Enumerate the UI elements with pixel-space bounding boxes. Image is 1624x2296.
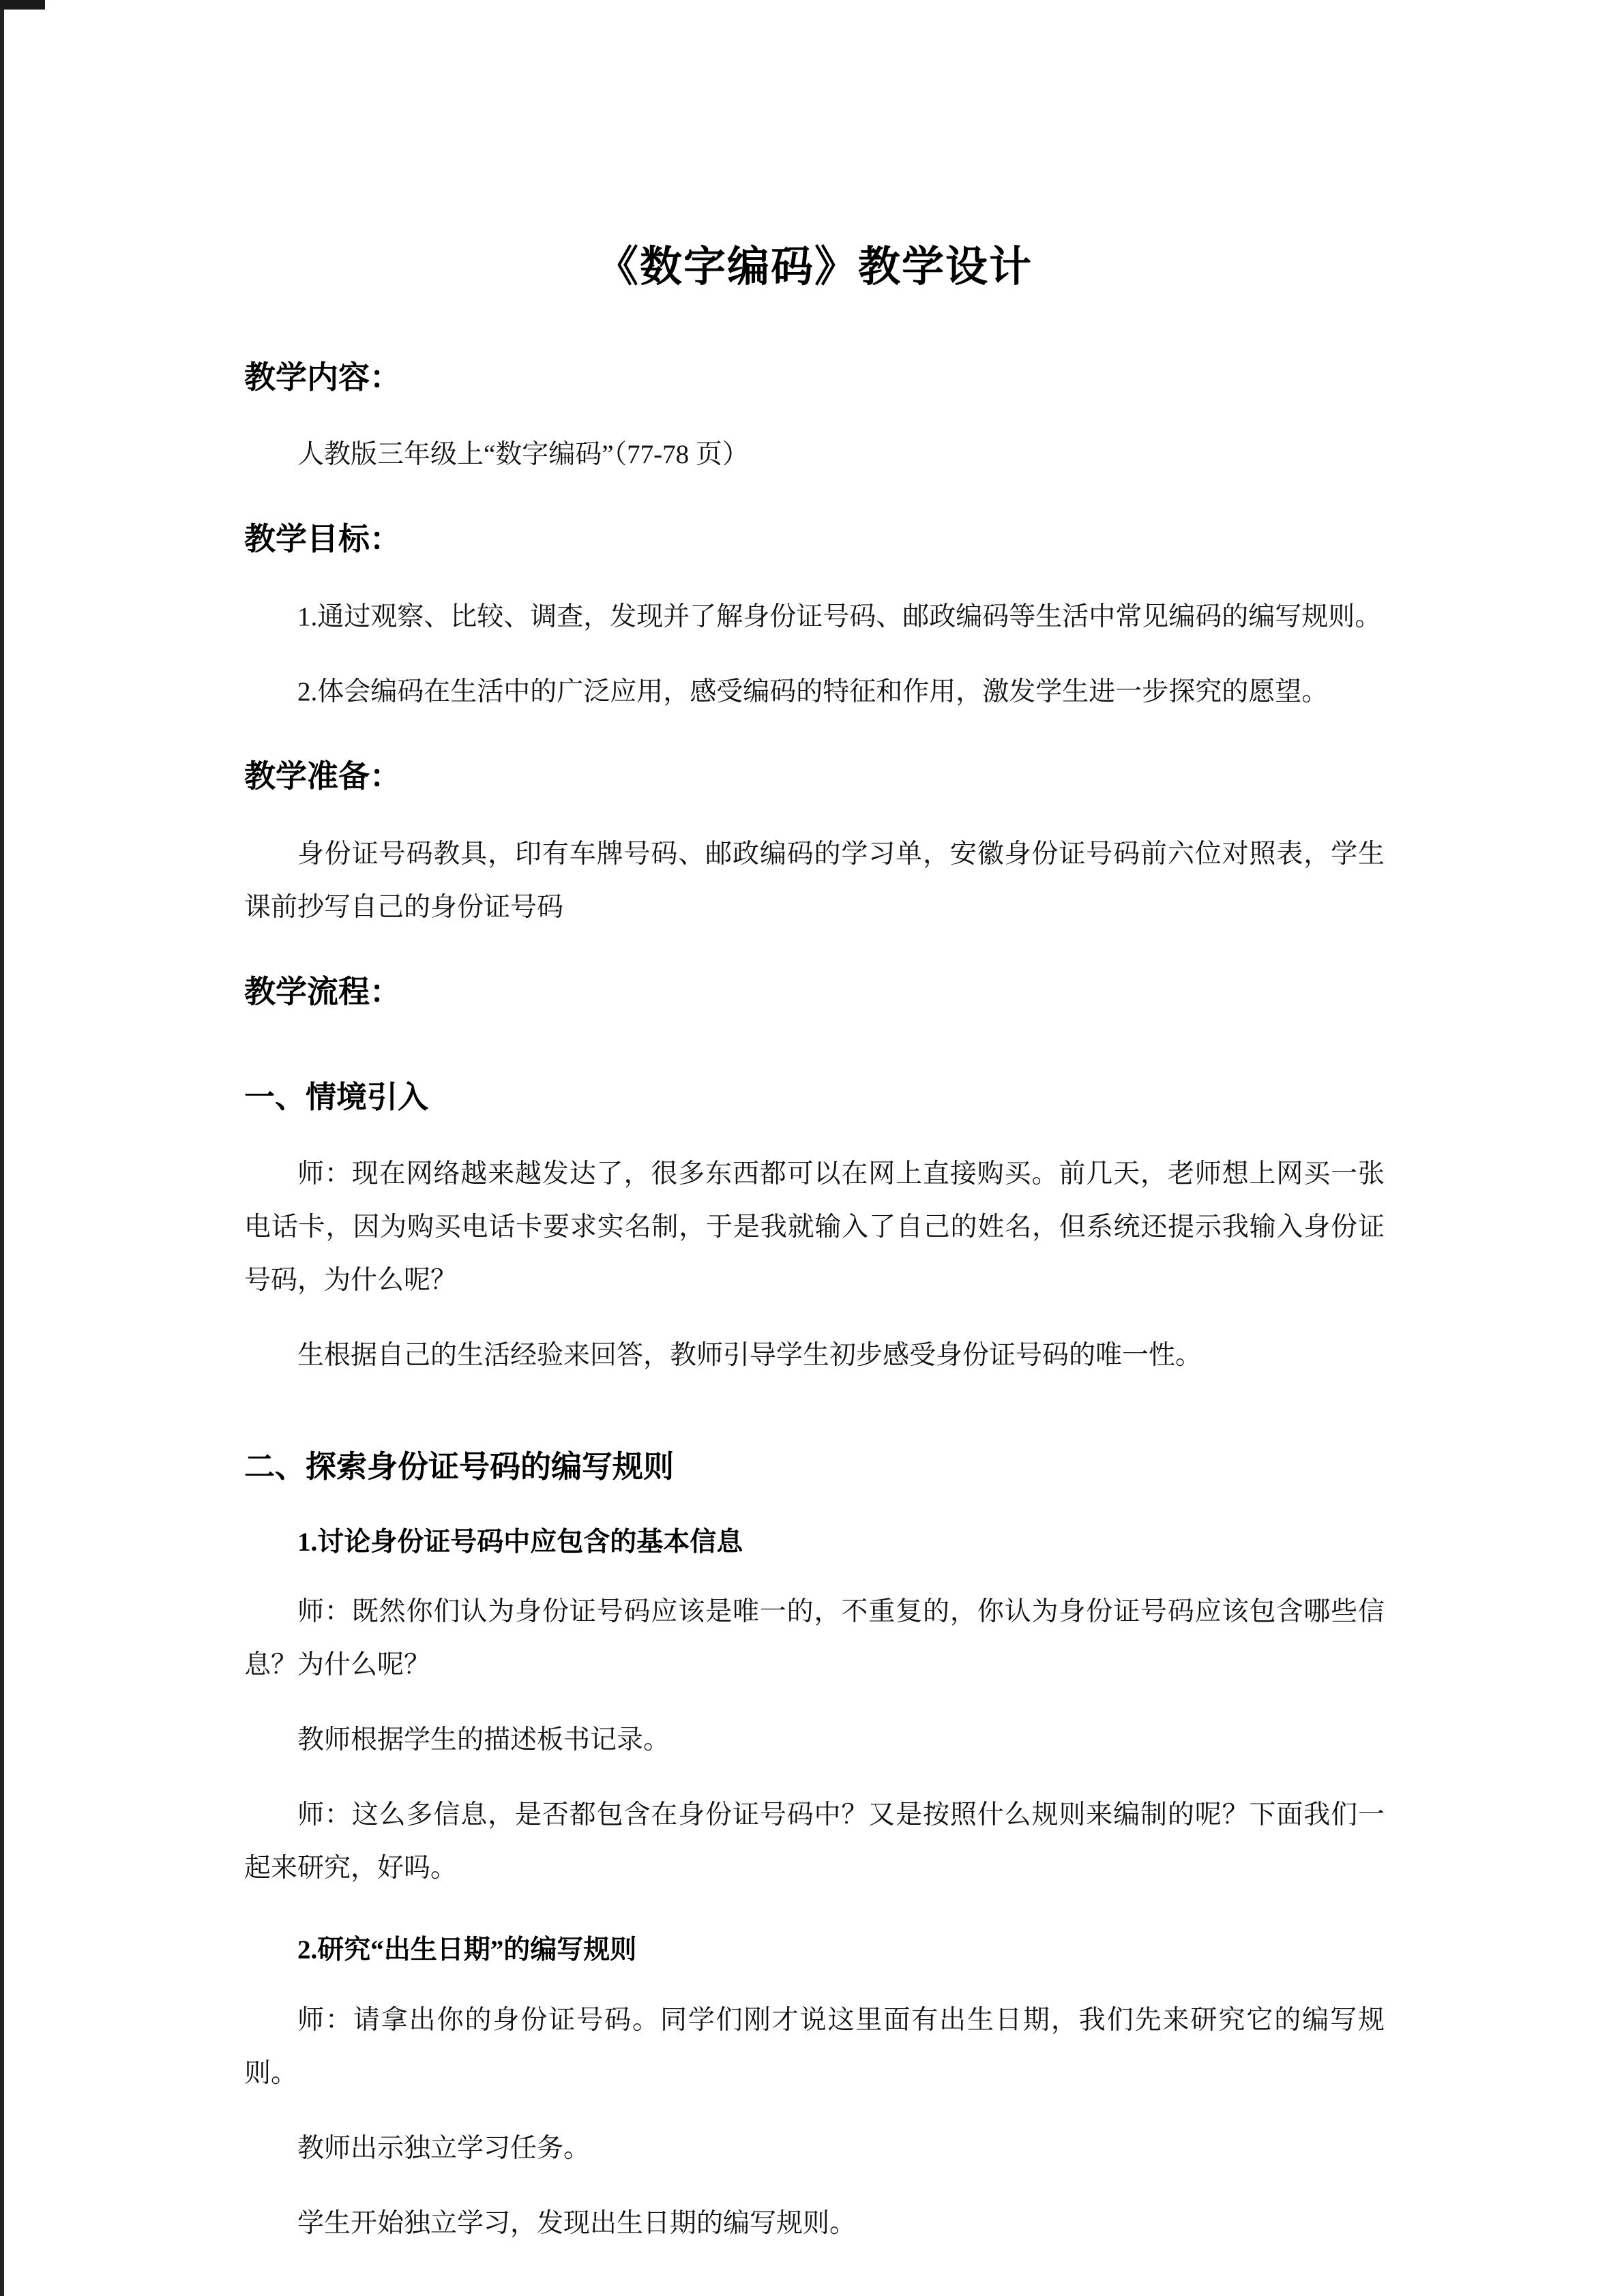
scan-edge-line — [0, 0, 4, 2296]
paragraph-part2-4: 师：请拿出你的身份证号码。同学们刚才说这里面有出生日期，我们先来研究它的编写规则。 — [244, 2005, 1385, 2088]
paragraph-goal-2: 2.体会编码在生活中的广泛应用，感受编码的特征和作用，激发学生进一步探究的愿望。 — [297, 677, 1329, 707]
document-title: 《数字编码》教学设计 — [595, 243, 1033, 290]
part-2-subheading-1: 1.讨论身份证号码中应包含的基本信息 — [297, 1527, 743, 1557]
part-2-subheading-2: 2.研究“出生日期”的编写规则 — [297, 1935, 637, 1965]
part-1-heading: 一、情境引入 — [244, 1079, 429, 1114]
part-2-heading: 二、探索身份证号码的编写规则 — [244, 1449, 675, 1485]
section-heading-teaching-preparation: 教学准备： — [244, 758, 401, 794]
paragraph-part2-5: 教师出示独立学习任务。 — [297, 2133, 591, 2163]
paragraph-part2-2: 教师根据学生的描述板书记录。 — [297, 1725, 670, 1755]
paragraph-part2-3: 师：这么多信息，是否都包含在身份证号码中？又是按照什么规则来编制的呢？下面我们一起来研究，好吗。 — [244, 1800, 1385, 1883]
section-heading-teaching-goals: 教学目标： — [244, 521, 401, 557]
paragraph-part2-1: 师：既然你们认为身份证号码应该是唯一的，不重复的，你认为身份证号码应该包含哪些信息？为什么呢？ — [244, 1597, 1385, 1680]
section-heading-teaching-process: 教学流程： — [244, 974, 401, 1010]
paragraph-teaching-content: 人教版三年级上“数字编码”（77-78 页） — [297, 440, 749, 470]
scan-corner-mark — [0, 0, 45, 10]
paragraph-part1-1: 师：现在网络越来越发达了，很多东西都可以在网上直接购买。前几天，老师想上网买一张电话卡，因为购买电话卡要求实名制，于是我就输入了自己的姓名，但系统还提示我输入身份证号码，为什么呢？ — [244, 1159, 1385, 1296]
paragraph-preparation: 身份证号码教具，印有车牌号码、邮政编码的学习单，安徽身份证号码前六位对照表，学生课前抄写自己的身份证号码 — [244, 839, 1385, 923]
paragraph-part1-2: 生根据自己的生活经验来回答，教师引导学生初步感受身份证号码的唯一性。 — [297, 1341, 1202, 1371]
paragraph-goal-1: 1.通过观察、比较、调查，发现并了解身份证号码、邮政编码等生活中常见编码的编写规则。 — [297, 602, 1382, 632]
paragraph-part2-6: 学生开始独立学习，发现出生日期的编写规则。 — [297, 2208, 857, 2238]
section-heading-teaching-content: 教学内容： — [244, 359, 401, 395]
